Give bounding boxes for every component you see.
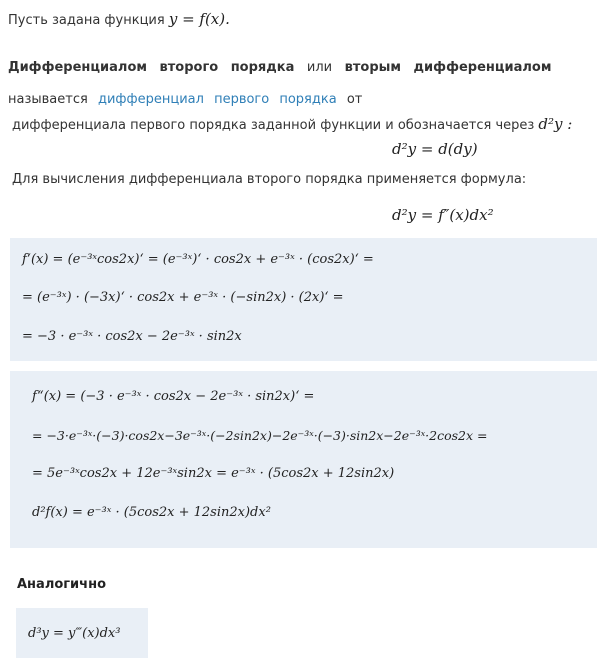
box2-line-2: = −3·e⁻³ˣ·(−3)·cos2x−3e⁻³ˣ·(−2sin2x)−2e⁻³ˣ·(−3)·sin2x−2e⁻³ˣ·2cos2x = — [32, 428, 488, 443]
compute-text: Для вычисления дифференциала второго порядка применяется формула: — [12, 172, 527, 187]
box2-line-4: d²f(x) = e⁻³ˣ · (5cos2x + 12sin2x)dx² — [32, 505, 271, 520]
definition-terms — [8, 60, 551, 75]
box1-line-1: f‘(x) = (e⁻³ˣcos2x)‘ = (e⁻³ˣ)‘ · cos2x + e⁻³ˣ · (cos2x)‘ = — [22, 252, 374, 267]
term-second-order-differential: Дифференциалом второго порядка — [8, 60, 295, 75]
intro-line — [8, 10, 230, 28]
second-derivative-box — [10, 371, 597, 548]
first-order-differential-link[interactable]: дифференциал первого порядка — [97, 92, 337, 107]
definition-line-2 — [8, 92, 362, 107]
or-word: или — [306, 60, 333, 75]
called-word: называется — [8, 92, 88, 107]
third-derivative-box — [16, 608, 148, 658]
definition-line-3 — [12, 115, 572, 133]
intro-text: Пусть задана функция — [8, 13, 169, 28]
intro-formula: y = f(x). — [168, 10, 230, 28]
from-word: от — [346, 92, 363, 107]
term-second-differential: вторым дифференциалом — [344, 60, 552, 75]
definition-rest: дифференциала первого порядка заданной функции и обозначается через — [12, 118, 535, 133]
analog-label: Аналогично — [17, 577, 107, 592]
box1-line-3: = −3 · e⁻³ˣ · cos2x − 2e⁻³ˣ · sin2x — [22, 329, 242, 344]
box2-line-1: f“(x) = (−3 · e⁻³ˣ · cos2x − 2e⁻³ˣ · sin2x)‘ = — [32, 389, 315, 404]
box3-line-1: d³y = y‴(x)dx³ — [28, 626, 121, 641]
box2-line-3: = 5e⁻³ˣcos2x + 12e⁻³ˣsin2x = e⁻³ˣ · (5cos2x + 12sin2x) — [32, 466, 395, 481]
definition-symbol: d²y : — [538, 115, 573, 133]
first-derivative-box — [10, 238, 597, 361]
formula-d2y-second-derivative: d²y = f″(x)dx² — [392, 206, 494, 224]
formula-d2y-ddy: d²y = d(dy) — [392, 140, 478, 158]
box1-line-2: = (e⁻³ˣ) · (−3x)‘ · cos2x + e⁻³ˣ · (−sin2x) · (2x)‘ = — [22, 290, 344, 305]
